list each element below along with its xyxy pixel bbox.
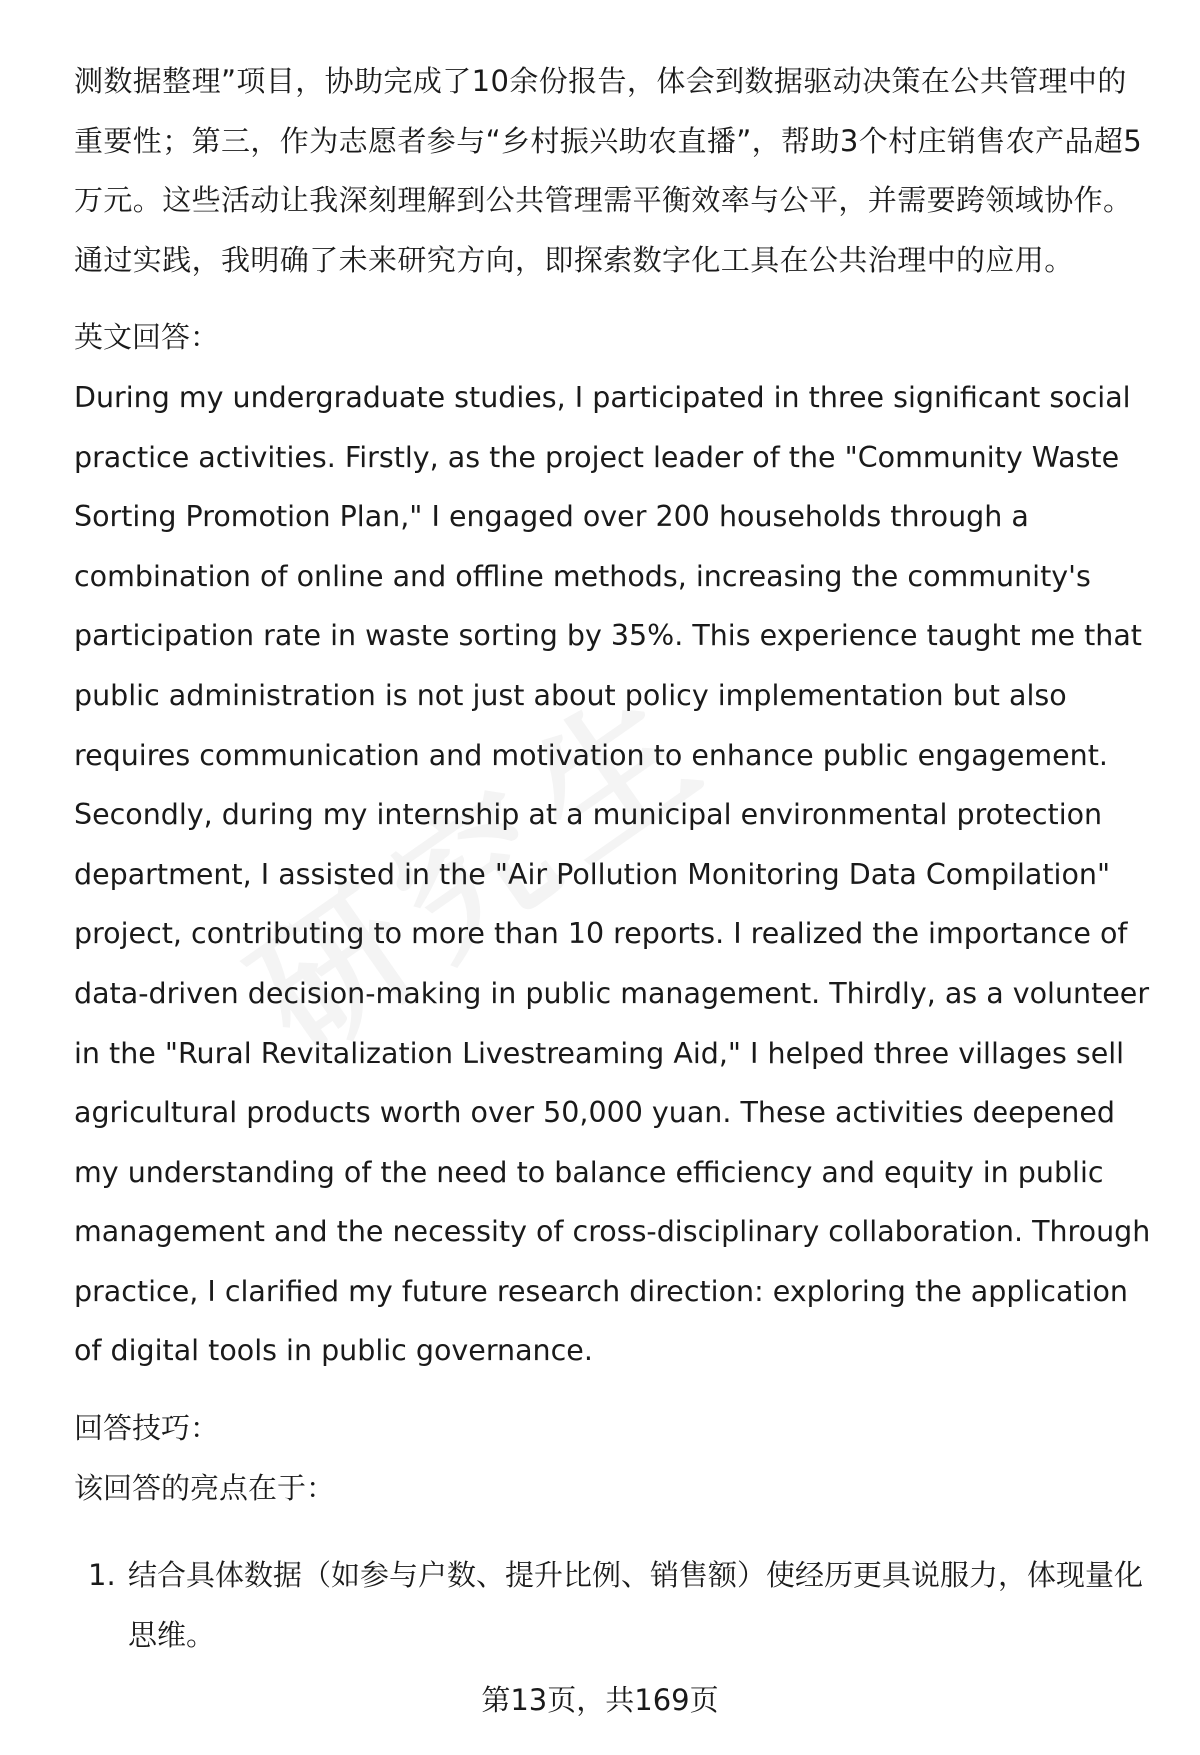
tips-list (74, 1546, 1156, 1665)
list-item-number: 1. (88, 1558, 116, 1593)
chinese-answer-continuation: 测数据整理”项目，协助完成了10余份报告，体会到数据驱动决策在公共管理中的重要性；第三，作为志愿者参与“乡村振兴助农直播”，帮助3个村庄销售农产品超5万元。这些活动让我深刻理解到公共管理需平衡效率与公平，并需要跨领域协作。通过实践，我明确了未来研究方向，即探索数字化工具在公共治理中的应用。 (74, 64, 1143, 277)
spacer (74, 1518, 1156, 1546)
tips-intro: 该回答的亮点在于： (74, 1470, 336, 1505)
spacer (74, 1381, 1156, 1399)
english-answer-heading: 英文回答： (74, 320, 220, 355)
tips-heading: 回答技巧： (74, 1411, 220, 1446)
page-number-footer: 第13页，共169页 (481, 1683, 719, 1717)
english-answer-paragraph: During my undergraduate studies, I participated in three significant social practice activities. Firstly, as the project leader of the "Community Waste Sorting Promotion Plan," I engaged over 200 households through a combination of online and offline methods, increasing the community's participation rate in waste sorting by 35%. This experience taught me that public administration is not just about policy implementation but also requires communication and motivation to enhance public engagement. Secondly, during my internship at a municipal environmental protection department, I assisted in the "Air Pollution Monitoring Data Compilation" project, contributing to more than 10 reports. I realized the importance of data-driven decision-making in public management. Thirdly, as a volunteer in the "Rural Revitalization Livestreaming Aid," I helped three villages sell agricultural products worth over 50,000 yuan. These activities deepened my understanding of the need to balance efficiency and equity in public management and the necessity of cross-disciplinary collaboration. Through practice, I clarified my future research direction: exploring the application of digital tools in public governance. (74, 380, 1151, 1368)
document-body (74, 52, 1156, 1665)
spacer (74, 290, 1156, 308)
list-item (74, 1546, 1156, 1665)
list-item-text: 结合具体数据（如参与户数、提升比例、销售额）使经历更具说服力，体现量化思维。 (128, 1558, 1144, 1652)
